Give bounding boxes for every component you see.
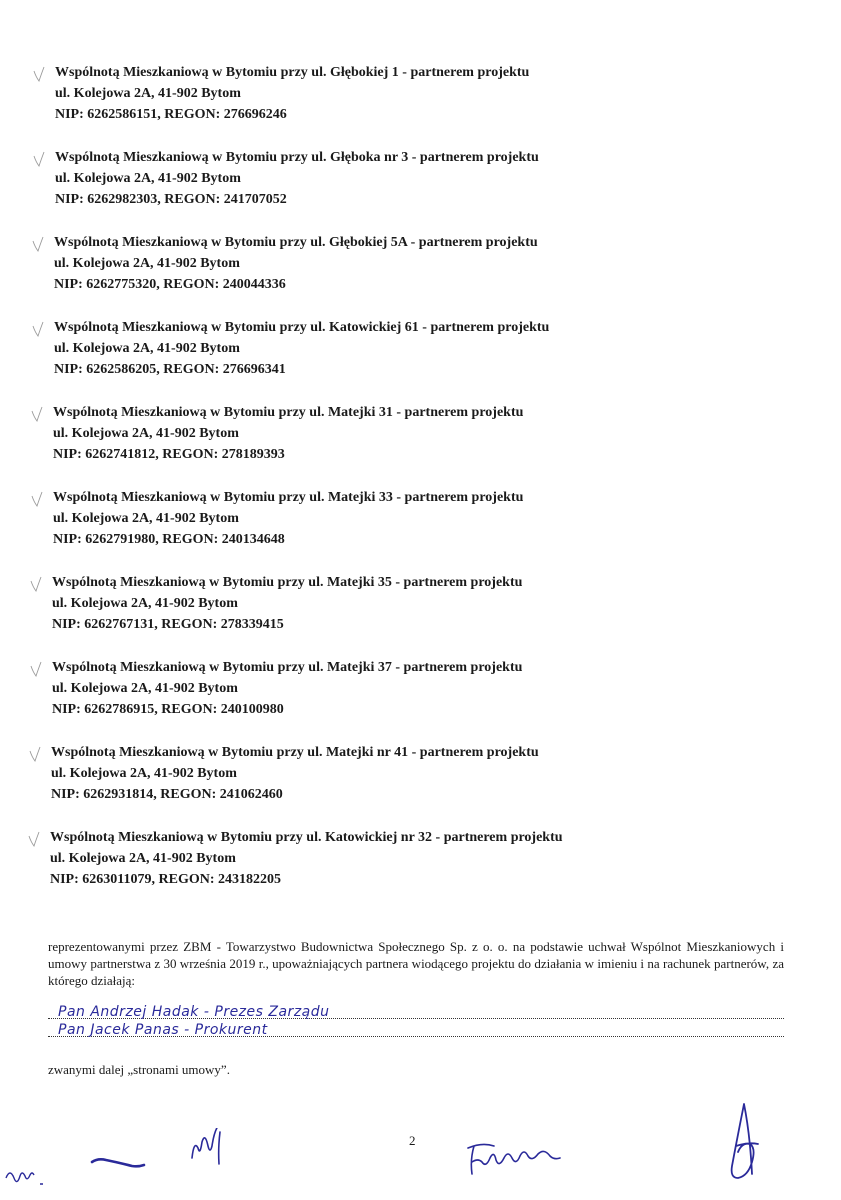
- partner-entry: [0, 233, 841, 318]
- partner-address: ul. Kolejowa 2A, 41-902 Bytom: [55, 86, 241, 101]
- partner-entry: [0, 743, 841, 828]
- partner-tax-ids: NIP: 6262586205, REGON: 276696341: [54, 362, 286, 377]
- partner-name: Wspólnotą Mieszkaniową w Bytomiu przy ul. Głębokiej 5A - partnerem projektu: [54, 235, 538, 250]
- partner-entry: [0, 63, 841, 148]
- partner-address: ul. Kolejowa 2A, 41-902 Bytom: [53, 426, 239, 441]
- check-mark-icon: [31, 150, 47, 168]
- representation-paragraph: reprezentowanymi przez ZBM - Towarzystwo Budownictwa Społecznego Sp. z o. o. na podstawie uchwał Wspólnot Mieszkaniowych i umowy partnerstwa z 30 września 2019 r., upoważniających partnera wiodącego projektu do działania w imieniu i na rachunek partnerów, za którego działają:: [48, 939, 784, 988]
- representative-line-1: [48, 1002, 784, 1020]
- check-mark-icon: [30, 235, 46, 253]
- partner-tax-ids: NIP: 6262741812, REGON: 278189393: [53, 447, 285, 462]
- representative-name: Pan Jacek Panas - Prokurent: [58, 1022, 268, 1038]
- partner-address: ul. Kolejowa 2A, 41-902 Bytom: [54, 256, 240, 271]
- partner-entry: [0, 318, 841, 403]
- partner-address: ul. Kolejowa 2A, 41-902 Bytom: [55, 171, 241, 186]
- handwritten-signature: [722, 1100, 772, 1186]
- partner-name: Wspólnotą Mieszkaniową w Bytomiu przy ul. Matejki nr 41 - partnerem projektu: [51, 745, 539, 760]
- partner-address: ul. Kolejowa 2A, 41-902 Bytom: [52, 681, 238, 696]
- partner-name: Wspólnotą Mieszkaniową w Bytomiu przy ul. Matejki 33 - partnerem projektu: [53, 490, 524, 505]
- page-number: 2: [409, 1133, 416, 1148]
- check-mark-icon: [26, 830, 42, 848]
- partner-address: ul. Kolejowa 2A, 41-902 Bytom: [53, 511, 239, 526]
- partner-address: ul. Kolejowa 2A, 41-902 Bytom: [50, 851, 236, 866]
- partner-name: Wspólnotą Mieszkaniową w Bytomiu przy ul. Katowickiej nr 32 - partnerem projektu: [50, 830, 563, 845]
- dash-signature: [88, 1148, 148, 1170]
- partner-entry: [0, 658, 841, 743]
- partner-tax-ids: NIP: 6262982303, REGON: 241707052: [55, 192, 287, 207]
- check-mark-icon: [29, 490, 45, 508]
- initials-signature: [186, 1128, 232, 1168]
- partner-entry: [0, 828, 841, 913]
- handwritten-signature: [460, 1140, 590, 1180]
- partner-tax-ids: NIP: 6262586151, REGON: 276696246: [55, 107, 287, 122]
- partner-tax-ids: NIP: 6262775320, REGON: 240044336: [54, 277, 286, 292]
- partner-name: Wspólnotą Mieszkaniową w Bytomiu przy ul. Katowickiej 61 - partnerem projektu: [54, 320, 550, 335]
- partner-address: ul. Kolejowa 2A, 41-902 Bytom: [51, 766, 237, 781]
- partner-name: Wspólnotą Mieszkaniową w Bytomiu przy ul. Głębokiej 1 - partnerem projektu: [55, 65, 530, 80]
- partner-entry: [0, 148, 841, 233]
- partner-tax-ids: NIP: 6262767131, REGON: 278339415: [52, 617, 284, 632]
- partner-tax-ids: NIP: 6263011079, REGON: 243182205: [50, 872, 281, 887]
- check-mark-icon: [28, 575, 44, 593]
- partner-address: ul. Kolejowa 2A, 41-902 Bytom: [54, 341, 240, 356]
- check-mark-icon: [29, 405, 45, 423]
- partner-address: ul. Kolejowa 2A, 41-902 Bytom: [52, 596, 238, 611]
- initials-signature: [0, 1160, 60, 1192]
- check-mark-icon: [30, 320, 46, 338]
- partner-name: Wspólnotą Mieszkaniową w Bytomiu przy ul. Matejki 31 - partnerem projektu: [53, 405, 524, 420]
- check-mark-icon: [28, 660, 44, 678]
- representative-name: Pan Andrzej Hadak - Prezes Zarządu: [58, 1004, 330, 1020]
- closing-text: zwanymi dalej „stronami umowy”.: [48, 1062, 230, 1077]
- partner-tax-ids: NIP: 6262786915, REGON: 240100980: [52, 702, 284, 717]
- partner-name: Wspólnotą Mieszkaniową w Bytomiu przy ul. Matejki 37 - partnerem projektu: [52, 660, 523, 675]
- representative-line-2: [48, 1020, 784, 1038]
- partner-entry: [0, 403, 841, 488]
- check-mark-icon: [31, 65, 47, 83]
- partner-list: [0, 63, 841, 913]
- partner-name: Wspólnotą Mieszkaniową w Bytomiu przy ul. Matejki 35 - partnerem projektu: [52, 575, 523, 590]
- partner-entry: [0, 488, 841, 573]
- partner-name: Wspólnotą Mieszkaniową w Bytomiu przy ul. Głęboka nr 3 - partnerem projektu: [55, 150, 539, 165]
- partner-tax-ids: NIP: 6262791980, REGON: 240134648: [53, 532, 285, 547]
- partner-entry: [0, 573, 841, 658]
- check-mark-icon: [27, 745, 43, 763]
- partner-tax-ids: NIP: 6262931814, REGON: 241062460: [51, 787, 283, 802]
